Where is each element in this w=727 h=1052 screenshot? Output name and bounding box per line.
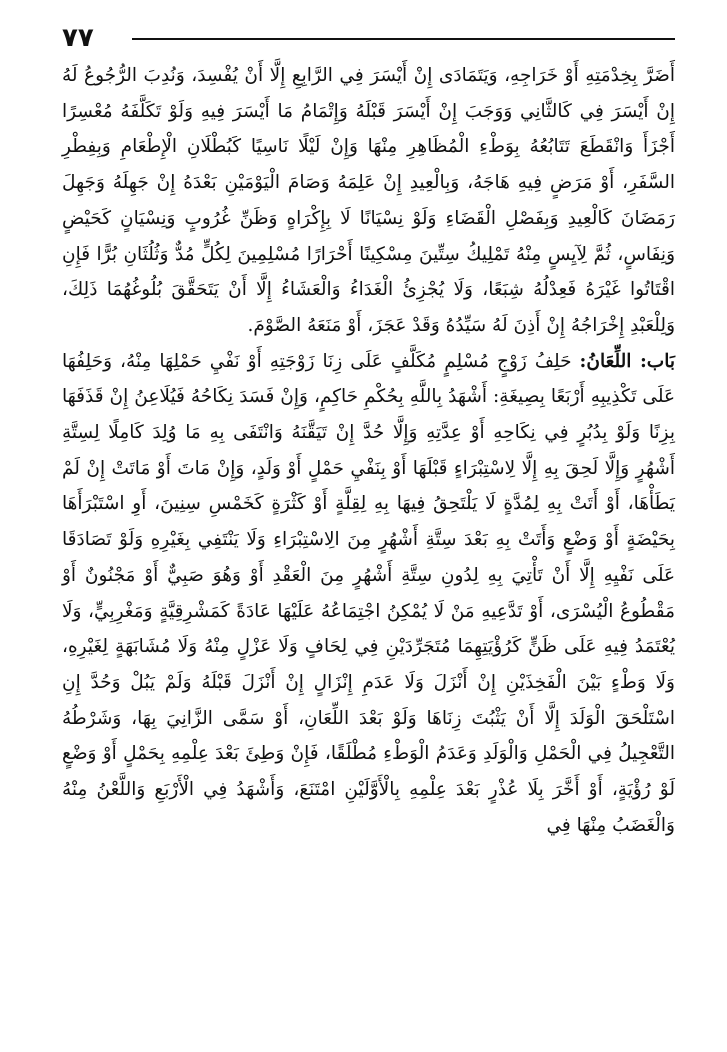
section-lian [62,344,675,844]
body-text [62,58,675,843]
section-body: حَلِفُ زَوْجٍ مُسْلِمٍ مُكَلَّفٍ عَلَى زِنَا زَوْجَتِهِ أَوْ نَفْيِ حَمْلِهَا مِنْهُ، وَحَلِفُهَا عَلَى تَكْذِيبِهِ أَرْبَعًا بِصِيغَةِ: أَشْهَدُ بِاللَّهِ بِحُكْمِ حَاكِمٍ، وَإِنْ فَسَدَ نِكَاحُهُ فَيُلَاعِنُ إِنْ قَذَفَهَا بِزِنًا وَلَوْ بِدُبُرٍ فِي نِكَاحِهِ أَوْ عِدَّتِهِ وَإِلَّا حُدَّ إِنْ تَيَقَّنَهُ وَانْتَفَى بِهِ مَا وُلِدَ كَامِلًا لِسِتَّةِ أَشْهُرٍ وَإِلَّا لَحِقَ بِهِ إِلَّا لِاسْتِبْرَاءٍ قَبْلَهَا أَوْ بِنَفْيِ حَمْلٍ أَوْ وَلَدٍ، وَإِنْ مَاتَ أَوْ مَاتَتْ إِنْ لَمْ يَطَأْهَا، أَوْ أَتَتْ بِهِ لِمُدَّةٍ لَا يَلْتَحِقُ فِيهَا بِهِ لِقِلَّةٍ أَوْ كَثْرَةٍ كَخَمْسِ سِنِينَ، أَوِ اسْتَبْرَأَهَا بِحَيْضَةٍ أَوْ وَضْعٍ وَأَتَتْ بِهِ بَعْدَ سِتَّةِ أَشْهُرٍ مِنَ الِاسْتِبْرَاءِ وَلَا يَنْتَفِي بِغَيْرِهِ وَلَوْ تَصَادَقَا عَلَى نَفْيِهِ إِلَّا أَنْ تَأْتِيَ بِهِ لِدُونِ سِتَّةِ أَشْهُرٍ مِنَ الْعَقْدِ أَوْ وَهُوَ صَبِيٌّ أَوْ مَجْنُونٌ أَوْ مَقْطُوعُ الْيُسْرَى، أَوْ تَدَّعِيهِ مَنْ لَا يُمْكِنُ اجْتِمَاعُهُ عَلَيْهَا عَادَةً كَمَشْرِقِيَّةٍ وَمَغْرِبِيٍّ، وَلَا يُعْتَمَدُ فِيهِ عَلَى ظَنٍّ كَرُؤْيَتِهِمَا مُتَجَرِّدَيْنِ فِي لِحَافٍ وَلَا عَزْلٍ مِنْهُ وَلَا مُشَابَهَةٍ لِغَيْرِهِ، وَلَا وَطْءٍ بَيْنَ الْفَخِذَيْنِ إِنْ أَنْزَلَ وَلَا عَدَمِ إِنْزَالٍ إِنْ أَنْزَلَ قَبْلَهُ وَلَمْ يَبُلْ وَحُدَّ إِنِ اسْتَلْحَقَ الْوَلَدَ إِلَّا أَنْ يَثْبُتَ زِنَاهَا وَلَوْ بَعْدَ اللِّعَانِ، أَوْ سَمَّى الزَّانِيَ بِهَا، وَشَرْطُهُ التَّعْجِيلُ فِي الْحَمْلِ وَالْوَلَدِ وَعَدَمُ الْوَطْءِ مُطْلَقًا، فَإِنْ وَطِئَ بَعْدَ عِلْمِهِ بِحَمْلٍ أَوْ وَضْعٍ لَوْ رُؤْيَةٍ، أَوْ أَخَّرَ بِلَا عُذْرٍ بَعْدَ عِلْمِهِ بِالْأَوَّلَيْنِ امْتَنَعَ، وَأَشْهَدُ فِي الْأَرْبَعِ وَاللَّعْنُ مِنْهُ وَالْغَضَبُ مِنْهَا فِي [62,350,675,836]
paragraph-kaffara: أَضَرَّ بِخِدْمَتِهِ أَوْ خَرَاجِهِ، وَيَتَمَادَى إِنْ أَيْسَرَ فِي الرَّابِعِ إِلَّا أَنْ يُفْسِدَ، وَنُدِبَ الرُّجُوعُ لَهُ إِنْ أَيْسَرَ فِي كَالثَّانِي وَوَجَبَ إِنْ أَيْسَرَ قَبْلَهُ وَإِتْمَامُ مَا أَيْسَرَ فِيهِ وَلَوْ تَكَلَّفَهُ مُعْسِرًا أَجْزَأَ وَانْقَطَعَ تَتَابُعُهُ بِوَطْءِ الْمُظَاهِرِ مِنْهَا وَإِنْ لَيْلًا نَاسِيًا كَبُطْلَانِ الْإِطْعَامِ وَبِفِطْرِ السَّفَرِ، أَوْ مَرَضٍ فِيهِ هَاجَهُ، وَبِالْعِيدِ إِنْ عَلِمَهُ وَصَامَ الْيَوْمَيْنِ بَعْدَهُ إِنْ جَهِلَهُ وَجَهِلَ رَمَضَانَ كَالْعِيدِ وَبِفَصْلِ الْقَضَاءِ وَلَوْ نِسْيَانًا لَا بِإِكْرَاهٍ وَظَنِّ غُرُوبٍ وَنِسْيَانٍ كَحَيْضٍ وَنِفَاسٍ، ثُمَّ لِآيِسٍ مِنْهُ تَمْلِيكُ سِتِّينَ مِسْكِينًا أَحْرَارًا مُسْلِمِينَ لِكُلٍّ مُدٌّ وَثُلُثَانِ بُرًّا فَإِنِ اقْتَاتُوا غَيْرَهُ فَعِدْلُهُ شِبَعًا، وَلَا يُجْزِئُ الْغَدَاءُ وَالْعَشَاءُ إِلَّا أَنْ يَتَحَقَّقَ بُلُوغُهُمَا ذَلِكَ، وَلِلْعَبْدِ إِخْرَاجُهُ إِنْ أَذِنَ لَهُ سَيِّدُهُ وَقَدْ عَجَزَ، أَوْ مَنَعَهُ الصَّوْمَ. [62,65,675,336]
page-number: ٧٧ [62,23,94,53]
page-header [62,22,675,58]
header-rule [132,38,675,40]
section-title: بَاب: اللِّعَانُ: [579,350,676,372]
